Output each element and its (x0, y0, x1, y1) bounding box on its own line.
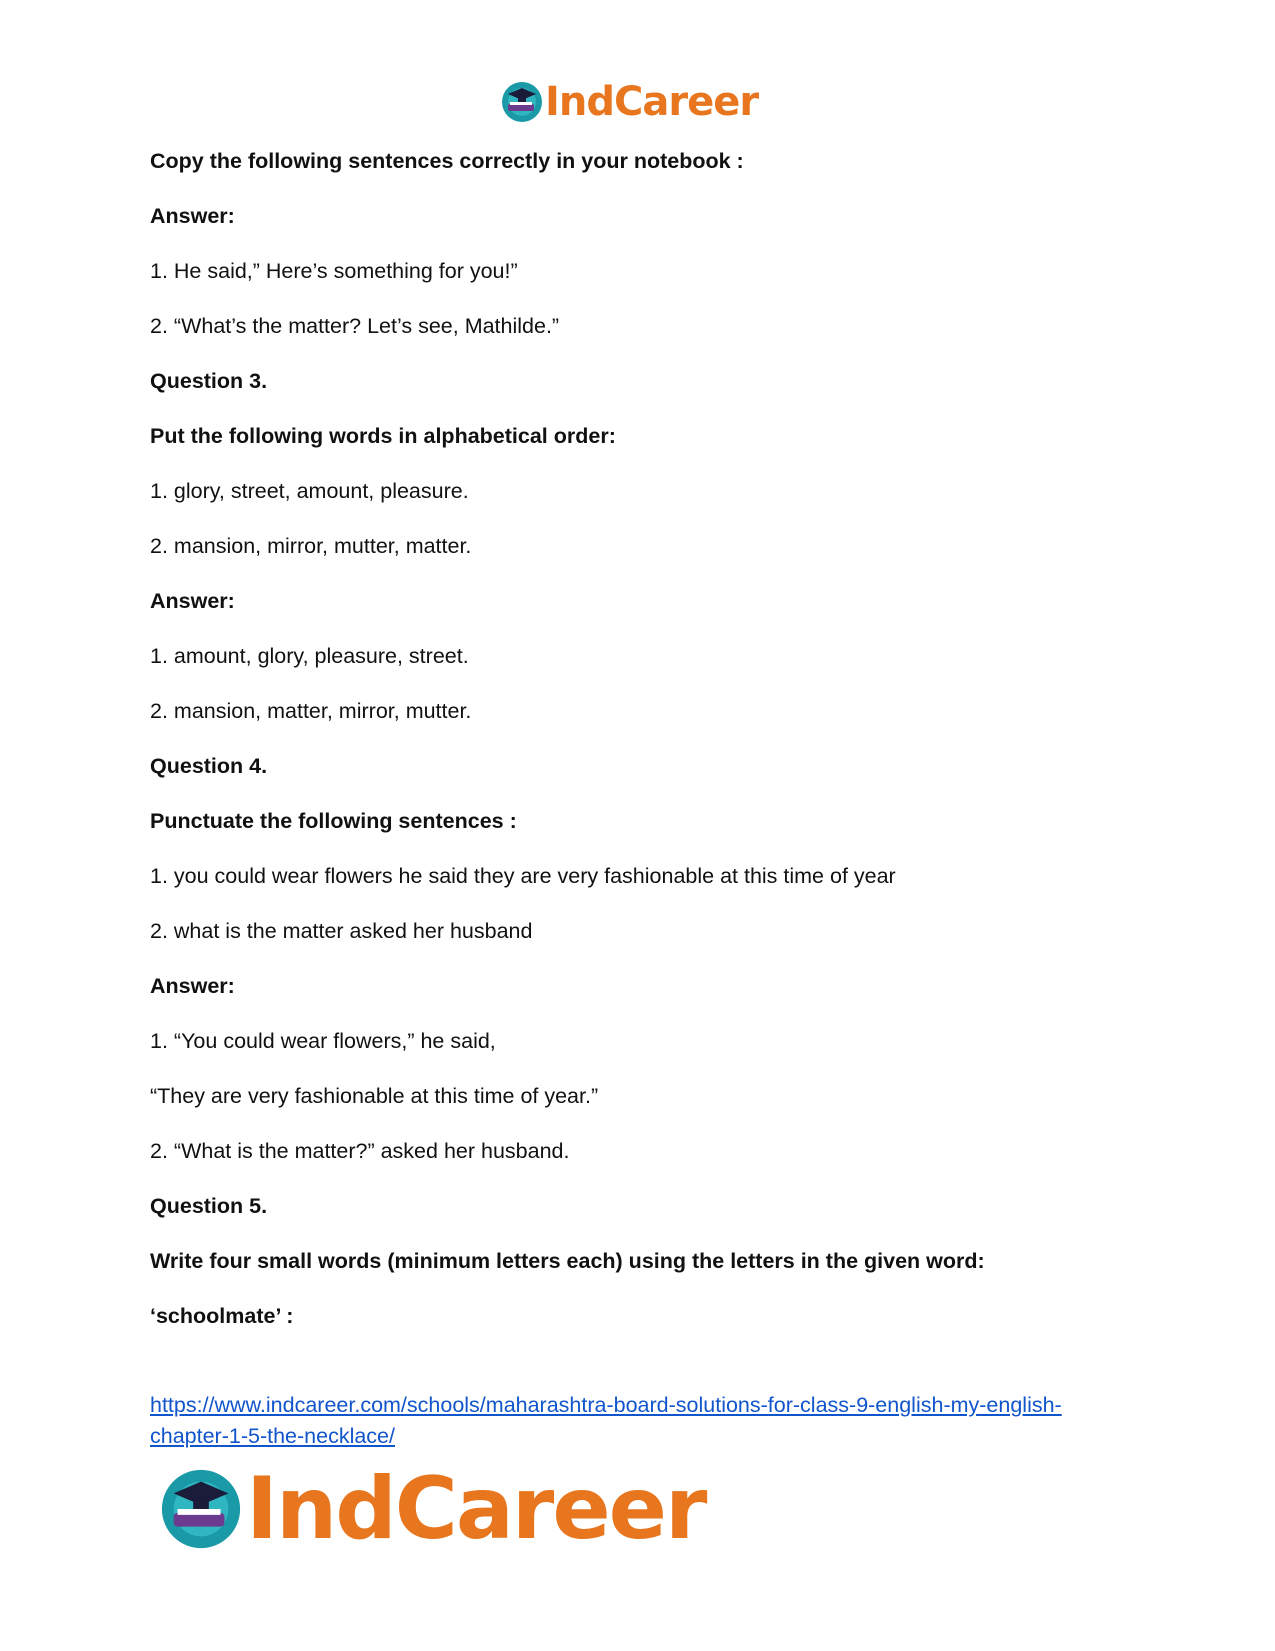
text-line: 2. mansion, matter, mirror, mutter. (150, 699, 472, 723)
heading-line: Question 4. (150, 754, 268, 778)
text-line: 2. “What’s the matter? Let’s see, Mathilde.” (150, 314, 560, 338)
text-line: 1. amount, glory, pleasure, street. (150, 644, 469, 668)
heading-line: Write four small words (minimum letters each) using the letters in the given word: (150, 1249, 985, 1273)
logo-text: IndCareer (545, 79, 759, 125)
graduation-book-icon (158, 1466, 244, 1552)
heading-line: Answer: (150, 204, 235, 228)
text-line: 2. what is the matter asked her husband (150, 919, 533, 943)
heading-line: Put the following words in alphabetical order: (150, 424, 616, 448)
heading-line: Punctuate the following sentences : (150, 809, 517, 833)
source-link[interactable]: https://www.indcareer.com/schools/maharashtra-board-solutions-for-class-9-english-my-english-chapter-1-5-the-necklace/ (150, 1393, 1062, 1448)
heading-line: Answer: (150, 589, 235, 613)
document-body (150, 148, 1150, 1358)
heading-line: Copy the following sentences correctly in your notebook : (150, 149, 744, 173)
footer-logo (158, 1459, 706, 1559)
heading-line: Question 5. (150, 1194, 268, 1218)
text-line: 1. glory, street, amount, pleasure. (150, 479, 469, 503)
logo-text: IndCareer (246, 1459, 706, 1559)
text-line: “They are very fashionable at this time of year.” (150, 1084, 599, 1108)
text-line: 1. “You could wear flowers,” he said, (150, 1029, 496, 1053)
text-line: 2. mansion, mirror, mutter, matter. (150, 534, 472, 558)
text-line: 1. you could wear flowers he said they are very fashionable at this time of year (150, 864, 896, 888)
graduation-book-icon (500, 80, 544, 124)
header-logo (500, 80, 758, 124)
heading-line: Question 3. (150, 369, 268, 393)
text-line: 2. “What is the matter?” asked her husband. (150, 1139, 570, 1163)
heading-line: ‘schoolmate’ : (150, 1304, 294, 1328)
text-line: 1. He said,” Here’s something for you!” (150, 259, 518, 283)
heading-line: Answer: (150, 974, 235, 998)
